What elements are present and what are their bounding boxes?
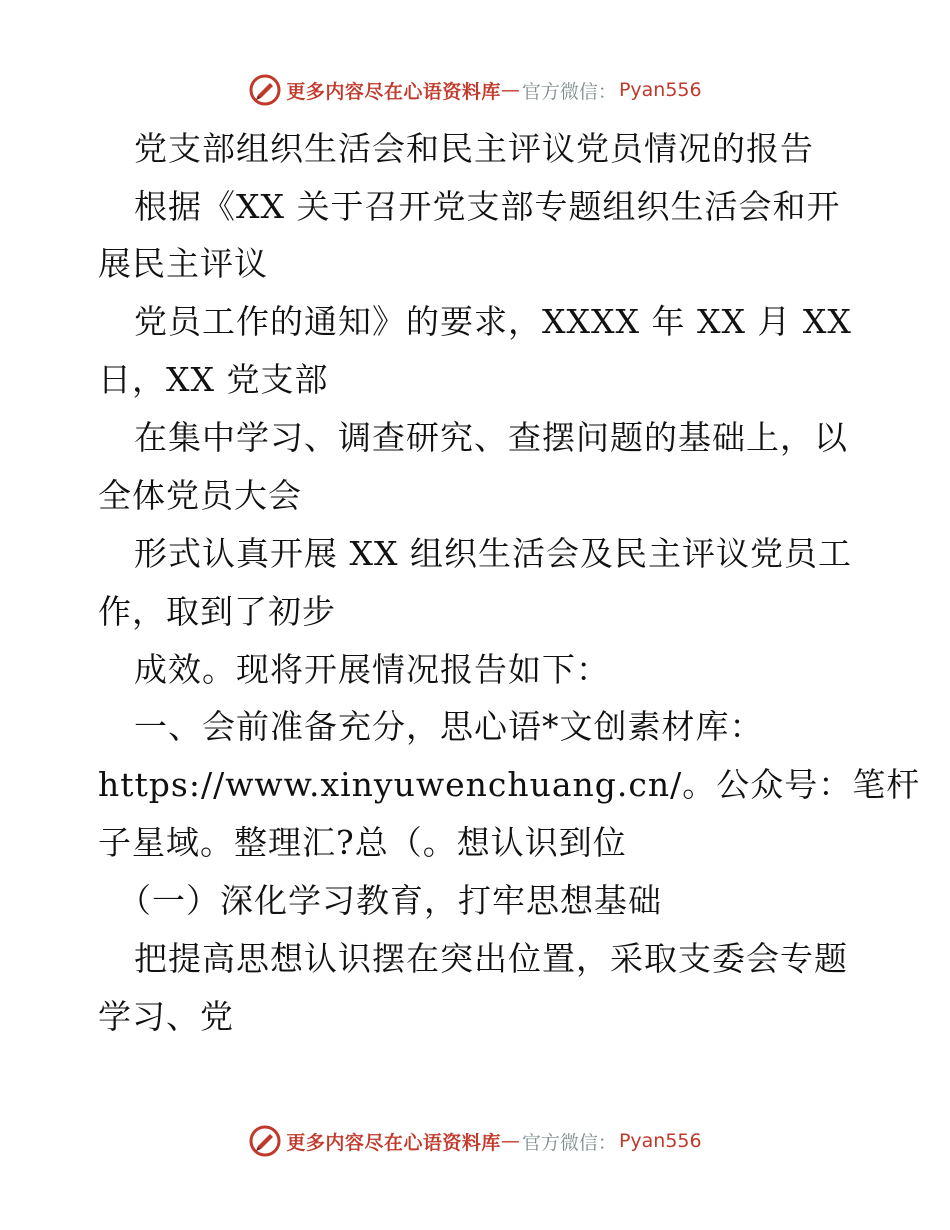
watermark-dash: — [500, 79, 520, 101]
paragraph-line: 成效。现将开展情况报告如下： [134, 650, 610, 689]
watermark-wechat-id: Pyan556 [618, 79, 702, 101]
paragraph-line: 子星域。整理汇?总（。想认识到位 [98, 823, 627, 862]
subsection-heading: （一）深化学习教育，打牢思想基础 [118, 881, 662, 920]
watermark-dash: — [500, 1130, 520, 1152]
paragraph-line: 把提高思想认识摆在突出位置，采取支委会专题 [134, 939, 848, 978]
footer-watermark [0, 1121, 950, 1161]
watermark-main-text: 更多内容尽在心语资料库 [286, 80, 501, 103]
paragraph-line: 根据《XX 关于召开党支部专题组织生活会和开 [134, 187, 841, 226]
watermark-sub-text: 官方微信： [521, 1131, 617, 1154]
watermark-wechat-id: Pyan556 [618, 1130, 702, 1152]
paragraph-line: 展民主评议 [98, 244, 268, 283]
paragraph-line: 在集中学习、调查研究、查摆问题的基础上，以 [134, 418, 848, 457]
pen-logo-icon [248, 73, 282, 107]
section-heading: 一、会前准备充分，思心语*文创素材库： [134, 707, 764, 746]
document-title: 党支部组织生活会和民主评议党员情况的报告 [134, 129, 814, 168]
watermark-main-text: 更多内容尽在心语资料库 [286, 1131, 501, 1154]
paragraph-line: 学习、党 [98, 997, 234, 1036]
paragraph-line: 日，XX 党支部 [98, 360, 329, 399]
watermark-sub-text: 官方微信： [521, 80, 617, 103]
paragraph-line: 党员工作的通知》的要求，XXXX 年 XX 月 XX [134, 302, 852, 341]
paragraph-line: 作，取到了初步 [98, 592, 336, 631]
pen-logo-icon [248, 1124, 282, 1158]
header-watermark [0, 70, 950, 110]
paragraph-line: 全体党员大会 [98, 476, 302, 515]
paragraph-line: 形式认真开展 XX 组织生活会及民主评议党员工 [134, 534, 852, 573]
paragraph-line: https://www.xinyuwenchuang.cn/。公众号：笔杆 [98, 765, 921, 804]
